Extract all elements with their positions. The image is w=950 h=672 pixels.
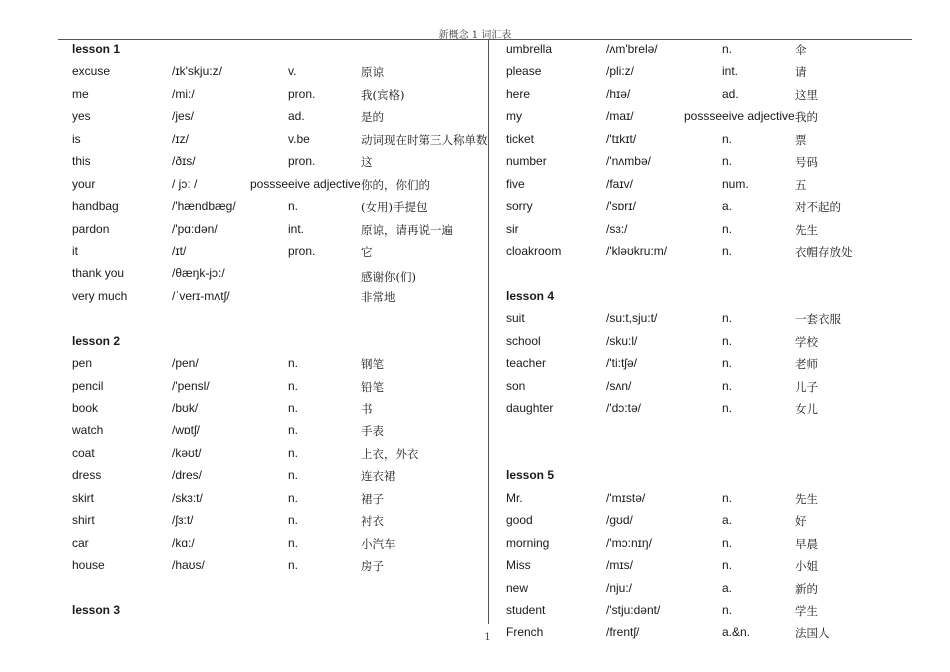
vocab-phonetic: /ʃɜ:t/ bbox=[172, 513, 194, 528]
vocab-phonetic: /dres/ bbox=[172, 468, 203, 483]
vocab-meaning: 非常地 bbox=[361, 289, 396, 304]
vocab-phonetic: /ˈverɪ-mʌtʃ/ bbox=[172, 288, 230, 303]
vocab-entry bbox=[72, 420, 472, 442]
vocab-meaning: 小姐 bbox=[795, 559, 818, 574]
vocab-part-of-speech: v. bbox=[288, 64, 297, 79]
left-column bbox=[72, 39, 488, 622]
blank-row bbox=[506, 420, 906, 442]
vocab-meaning: 好 bbox=[795, 514, 807, 529]
vocab-meaning: 学校 bbox=[795, 334, 818, 349]
vocab-meaning: 原谅，请再说一遍 bbox=[361, 222, 453, 237]
vocab-part-of-speech: n. bbox=[722, 333, 733, 348]
vocab-phonetic: /'stju:dənt/ bbox=[606, 602, 661, 617]
vocab-part-of-speech: num. bbox=[722, 176, 749, 191]
vocab-phonetic: /kɑ:/ bbox=[172, 535, 195, 550]
vocab-entry bbox=[72, 398, 472, 420]
vocab-word: it bbox=[72, 243, 78, 258]
vocab-entry bbox=[506, 61, 906, 83]
vocab-phonetic: /θæŋk-jɔ:/ bbox=[172, 266, 225, 281]
lesson-heading-row bbox=[72, 600, 472, 622]
vocab-word: yes bbox=[72, 109, 91, 124]
vocab-part-of-speech: n. bbox=[722, 602, 733, 617]
lesson-heading-row bbox=[72, 331, 472, 353]
right-column bbox=[506, 39, 906, 645]
vocab-word: suit bbox=[506, 311, 525, 326]
vocab-word: son bbox=[506, 378, 526, 393]
vocab-word: my bbox=[506, 109, 522, 124]
vocab-meaning: 感谢你(们) bbox=[361, 270, 416, 285]
vocab-entry bbox=[506, 241, 906, 263]
vocab-word: pardon bbox=[72, 221, 110, 236]
blank-row bbox=[72, 578, 472, 600]
vocab-word: cloakroom bbox=[506, 243, 562, 258]
vocab-word: Mr. bbox=[506, 490, 523, 505]
blank-row bbox=[506, 443, 906, 465]
vocab-entry bbox=[72, 465, 472, 487]
lesson-heading: lesson 5 bbox=[506, 468, 555, 483]
vocab-word: thank you bbox=[72, 266, 125, 281]
vocab-meaning: 它 bbox=[361, 244, 373, 259]
blank-row bbox=[72, 308, 472, 330]
vocab-phonetic: /'hændbæg/ bbox=[172, 199, 236, 214]
vocab-meaning: 对不起的 bbox=[795, 200, 841, 215]
vocab-word: this bbox=[72, 154, 91, 169]
vocab-phonetic: /haʊs/ bbox=[172, 558, 205, 573]
vocab-entry bbox=[72, 555, 472, 577]
vocab-meaning: 原谅 bbox=[361, 65, 384, 80]
vocab-entry bbox=[72, 61, 472, 83]
vocab-word: skirt bbox=[72, 490, 94, 505]
vocab-word: five bbox=[506, 176, 525, 191]
vocab-phonetic: /nju:/ bbox=[606, 580, 633, 595]
vocab-part-of-speech: n. bbox=[288, 199, 299, 214]
vocab-entry bbox=[506, 398, 906, 420]
vocab-phonetic: /'pɑ:dən/ bbox=[172, 221, 218, 236]
vocab-entry bbox=[506, 196, 906, 218]
vocab-phonetic: /sʌn/ bbox=[606, 378, 632, 393]
vocab-phonetic: /wɒtʃ/ bbox=[172, 423, 201, 438]
vocab-entry bbox=[72, 510, 472, 532]
vocab-entry bbox=[72, 241, 472, 263]
vocab-entry bbox=[506, 578, 906, 600]
vocab-entry bbox=[72, 286, 472, 308]
vocab-part-of-speech: n. bbox=[722, 378, 733, 393]
vocab-phonetic: /mi:/ bbox=[172, 86, 195, 101]
vocab-entry bbox=[506, 39, 906, 61]
vocab-phonetic: /'mɪstə/ bbox=[606, 490, 646, 505]
vocab-phonetic: /pen/ bbox=[172, 356, 199, 371]
vocab-word: teacher bbox=[506, 356, 547, 371]
vocab-part-of-speech: n. bbox=[722, 243, 733, 258]
vocab-word: handbag bbox=[72, 199, 119, 214]
vocab-phonetic: /'tɪkɪt/ bbox=[606, 131, 637, 146]
vocab-phonetic: /'pensl/ bbox=[172, 378, 210, 393]
vocab-meaning: 连衣裙 bbox=[361, 469, 396, 484]
vocab-part-of-speech: ad. bbox=[288, 109, 305, 124]
column-divider bbox=[488, 40, 489, 624]
vocab-entry bbox=[72, 533, 472, 555]
vocab-phonetic: /bʊk/ bbox=[172, 401, 199, 415]
vocab-meaning: 五 bbox=[795, 177, 807, 192]
vocab-entry bbox=[72, 353, 472, 375]
vocab-part-of-speech: n. bbox=[288, 490, 299, 505]
vocab-entry bbox=[506, 600, 906, 622]
vocab-entry bbox=[506, 106, 906, 128]
page-number: 1 bbox=[484, 632, 491, 643]
vocab-entry bbox=[72, 263, 472, 285]
vocab-meaning: 上衣，外衣 bbox=[361, 446, 419, 461]
vocab-meaning: 你的，你们的 bbox=[361, 177, 430, 192]
vocab-entry bbox=[72, 376, 472, 398]
vocab-meaning: 老师 bbox=[795, 357, 818, 372]
vocab-phonetic: /ðɪs/ bbox=[172, 154, 196, 169]
vocab-entry bbox=[72, 174, 472, 196]
vocab-meaning: 铅笔 bbox=[361, 379, 384, 394]
vocab-meaning: 号码 bbox=[795, 155, 818, 170]
vocab-entry bbox=[72, 219, 472, 241]
vocab-phonetic: /'kləʊkru:m/ bbox=[606, 243, 668, 258]
vocab-entry bbox=[72, 129, 488, 151]
vocab-word: ticket bbox=[506, 131, 535, 146]
vocab-part-of-speech: n. bbox=[722, 535, 733, 550]
vocab-part-of-speech: n. bbox=[722, 154, 733, 169]
vocab-word: pencil bbox=[72, 378, 104, 393]
vocab-entry bbox=[506, 219, 906, 241]
vocab-entry bbox=[506, 510, 906, 532]
vocab-word: please bbox=[506, 64, 542, 79]
vocab-meaning: 书 bbox=[361, 402, 373, 416]
vocab-meaning: 一套衣服 bbox=[795, 312, 841, 327]
lesson-heading: lesson 3 bbox=[72, 602, 121, 617]
lesson-heading: lesson 1 bbox=[72, 42, 121, 56]
vocab-meaning: 先生 bbox=[795, 222, 818, 237]
vocab-meaning: 我的 bbox=[795, 110, 818, 125]
vocab-phonetic: /hɪə/ bbox=[606, 86, 631, 101]
vocab-part-of-speech: n. bbox=[288, 356, 299, 371]
vocab-word: sir bbox=[506, 221, 519, 236]
vocab-meaning: 请 bbox=[795, 65, 807, 80]
vocab-meaning: 这里 bbox=[795, 87, 818, 102]
lesson-heading-row bbox=[506, 465, 906, 487]
lesson-heading: lesson 4 bbox=[506, 288, 555, 303]
vocab-part-of-speech: possseeive adjective bbox=[250, 176, 361, 191]
vocab-part-of-speech: n. bbox=[288, 558, 299, 573]
vocab-part-of-speech: n. bbox=[288, 423, 299, 438]
vocab-phonetic: /su:t,sju:t/ bbox=[606, 311, 658, 326]
vocab-part-of-speech: int. bbox=[722, 64, 739, 79]
vocab-part-of-speech: a. bbox=[722, 513, 733, 528]
vocab-part-of-speech: pron. bbox=[288, 243, 316, 258]
vocab-part-of-speech: int. bbox=[288, 221, 305, 236]
vocab-entry bbox=[506, 331, 906, 353]
vocab-entry bbox=[72, 443, 472, 465]
vocab-part-of-speech: n. bbox=[288, 401, 299, 415]
vocab-phonetic: /gʊd/ bbox=[606, 513, 633, 528]
vocab-part-of-speech: v.be bbox=[288, 131, 310, 146]
vocab-word: car bbox=[72, 535, 89, 550]
vocab-meaning: 手表 bbox=[361, 424, 384, 439]
vocab-part-of-speech: n. bbox=[722, 401, 733, 415]
vocab-phonetic: /sku:l/ bbox=[606, 333, 638, 348]
vocab-part-of-speech: a.&n. bbox=[722, 625, 751, 640]
vocab-entry bbox=[506, 353, 906, 375]
vocab-part-of-speech: ad. bbox=[722, 86, 739, 101]
vocab-word: excuse bbox=[72, 64, 111, 79]
vocab-word: coat bbox=[72, 445, 95, 460]
vocab-meaning: 房子 bbox=[361, 559, 384, 574]
vocab-word: your bbox=[72, 176, 96, 191]
vocab-part-of-speech: n. bbox=[288, 468, 299, 483]
page-header: 新概念 1 词汇表 bbox=[438, 30, 512, 41]
vocab-part-of-speech: pron. bbox=[288, 154, 316, 169]
vocab-word: pen bbox=[72, 356, 93, 371]
vocab-phonetic: /ɪz/ bbox=[172, 131, 189, 146]
vocab-phonetic: /kəʊt/ bbox=[172, 445, 202, 460]
vocab-entry bbox=[72, 106, 472, 128]
vocab-meaning: 法国人 bbox=[795, 626, 830, 641]
vocab-meaning: 新的 bbox=[795, 581, 818, 596]
vocab-part-of-speech: n. bbox=[288, 535, 299, 550]
vocab-word: book bbox=[72, 401, 99, 415]
vocab-entry bbox=[506, 376, 906, 398]
vocab-meaning: (女用)手提包 bbox=[361, 200, 428, 215]
vocab-phonetic: /mɪs/ bbox=[606, 558, 633, 573]
vocab-meaning: 钢笔 bbox=[361, 357, 384, 372]
vocab-entry bbox=[506, 174, 906, 196]
vocab-part-of-speech: n. bbox=[288, 513, 299, 528]
vocab-meaning: 动词现在时第三人称单数 bbox=[361, 132, 488, 147]
vocab-part-of-speech: a. bbox=[722, 580, 733, 595]
vocab-phonetic: /ʌm'brelə/ bbox=[606, 42, 658, 56]
vocab-entry bbox=[506, 555, 906, 577]
vocab-phonetic: /frentʃ/ bbox=[606, 625, 640, 640]
vocab-word: umbrella bbox=[506, 42, 553, 56]
vocab-phonetic: /sɜ:/ bbox=[606, 221, 628, 236]
vocab-word: house bbox=[72, 558, 105, 573]
vocab-part-of-speech: n. bbox=[722, 558, 733, 573]
vocab-entry bbox=[72, 84, 472, 106]
vocab-phonetic: /'dɔ:tə/ bbox=[606, 401, 641, 415]
vocab-part-of-speech: n. bbox=[722, 42, 733, 56]
lesson-heading: lesson 2 bbox=[72, 333, 121, 348]
vocab-meaning: 伞 bbox=[795, 43, 807, 57]
vocab-word: school bbox=[506, 333, 541, 348]
vocab-word: watch bbox=[72, 423, 104, 438]
vocab-entry bbox=[506, 84, 906, 106]
vocab-part-of-speech: n. bbox=[722, 221, 733, 236]
vocab-meaning: 儿子 bbox=[795, 379, 818, 394]
vocab-word: good bbox=[506, 513, 533, 528]
vocab-part-of-speech: n. bbox=[722, 131, 733, 146]
vocab-word: new bbox=[506, 580, 529, 595]
vocab-word: French bbox=[506, 625, 544, 640]
vocab-phonetic: / jɔː / bbox=[172, 176, 198, 191]
vocab-meaning: 衬衣 bbox=[361, 514, 384, 529]
vocab-part-of-speech: pron. bbox=[288, 86, 316, 101]
vocab-phonetic: /'sɒrɪ/ bbox=[606, 199, 636, 214]
lesson-heading-row bbox=[506, 286, 906, 308]
vocab-part-of-speech: n. bbox=[288, 378, 299, 393]
vocab-meaning: 女儿 bbox=[795, 402, 818, 416]
vocab-entry bbox=[506, 129, 906, 151]
vocab-word: daughter bbox=[506, 401, 554, 415]
vocab-part-of-speech: a. bbox=[722, 199, 733, 214]
vocab-word: sorry bbox=[506, 199, 533, 214]
vocab-phonetic: /'mɔ:nɪŋ/ bbox=[606, 535, 652, 550]
vocab-word: student bbox=[506, 602, 546, 617]
vocab-entry bbox=[506, 533, 906, 555]
blank-row bbox=[506, 263, 906, 285]
vocab-part-of-speech: n. bbox=[722, 490, 733, 505]
vocab-word: me bbox=[72, 86, 89, 101]
vocab-phonetic: /maɪ/ bbox=[606, 109, 634, 124]
vocab-part-of-speech: n. bbox=[722, 356, 733, 371]
vocab-phonetic: /ɪk'skju:z/ bbox=[172, 64, 222, 79]
vocab-meaning: 学生 bbox=[795, 603, 818, 618]
vocab-phonetic: /ɪt/ bbox=[172, 243, 187, 258]
vocab-meaning: 这 bbox=[361, 155, 373, 170]
vocab-entry bbox=[506, 151, 906, 173]
vocab-meaning: 小汽车 bbox=[361, 536, 396, 551]
vocab-word: number bbox=[506, 154, 547, 169]
vocab-word: morning bbox=[506, 535, 550, 550]
vocab-meaning: 衣帽存放处 bbox=[795, 244, 853, 259]
vocab-meaning: 是的 bbox=[361, 110, 384, 125]
vocab-word: very much bbox=[72, 288, 128, 303]
vocab-meaning: 裙子 bbox=[361, 491, 384, 506]
vocab-phonetic: /faɪv/ bbox=[606, 176, 633, 191]
vocab-word: Miss bbox=[506, 558, 531, 573]
vocab-meaning: 先生 bbox=[795, 491, 818, 506]
vocab-entry bbox=[72, 488, 472, 510]
lesson-heading-row bbox=[72, 39, 472, 61]
vocab-part-of-speech: n. bbox=[288, 445, 299, 460]
vocab-meaning: 票 bbox=[795, 132, 807, 147]
vocab-phonetic: /'nʌmbə/ bbox=[606, 154, 651, 169]
vocab-entry bbox=[72, 151, 472, 173]
vocab-word: is bbox=[72, 131, 81, 146]
vocab-phonetic: /'ti:tʃə/ bbox=[606, 356, 637, 371]
vocab-entry bbox=[506, 308, 906, 330]
vocab-word: here bbox=[506, 86, 531, 101]
vocab-phonetic: /skɜ:t/ bbox=[172, 490, 203, 505]
vocab-word: shirt bbox=[72, 513, 95, 528]
vocab-part-of-speech: possseeive adjective bbox=[684, 109, 795, 124]
vocab-meaning: 早晨 bbox=[795, 536, 818, 551]
vocab-phonetic: /jes/ bbox=[172, 109, 195, 124]
vocab-part-of-speech: n. bbox=[722, 311, 733, 326]
vocab-meaning: 我(宾格) bbox=[361, 87, 405, 102]
vocab-word: dress bbox=[72, 468, 102, 483]
vocab-entry bbox=[506, 488, 906, 510]
vocab-entry bbox=[72, 196, 472, 218]
vocab-phonetic: /pli:z/ bbox=[606, 64, 635, 79]
